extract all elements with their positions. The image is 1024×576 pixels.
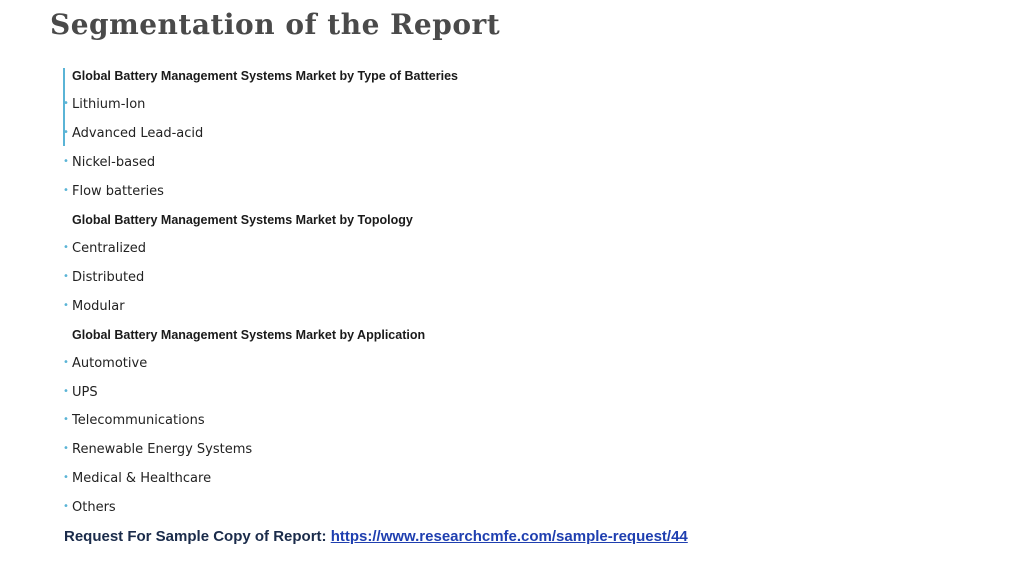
bullet-icon: • xyxy=(63,242,69,253)
list-item xyxy=(63,238,146,258)
section-heading-text: Global Battery Management Systems Market by Topology xyxy=(72,213,413,227)
bullet-icon: • xyxy=(63,271,69,282)
bullet-icon: • xyxy=(63,414,69,425)
section-heading-type-of-batteries xyxy=(63,66,458,86)
list-item xyxy=(63,181,164,201)
list-item xyxy=(63,410,205,430)
list-item xyxy=(63,353,147,373)
sample-request-label: Request For Sample Copy of Report: xyxy=(64,528,327,545)
list-item-label: Flow batteries xyxy=(72,183,164,199)
list-item-label: Medical & Healthcare xyxy=(72,470,212,486)
list-item xyxy=(63,497,116,517)
list-item-label: Telecommunications xyxy=(72,412,205,428)
list-item-label: Others xyxy=(72,499,116,515)
list-item-label: Nickel-based xyxy=(72,154,156,170)
sample-request-footer xyxy=(64,528,688,545)
list-item-label: Centralized xyxy=(72,240,147,256)
list-item-label: UPS xyxy=(72,384,98,400)
bullet-icon: • xyxy=(63,386,69,397)
bullet-icon: • xyxy=(63,443,69,454)
bullet-icon: • xyxy=(63,185,69,196)
list-item xyxy=(63,123,203,143)
list-item xyxy=(63,94,145,114)
bullet-icon: • xyxy=(63,127,69,138)
section-heading-text: Global Battery Management Systems Market by Type of Batteries xyxy=(72,69,458,83)
sample-request-link[interactable]: https://www.researchcmfe.com/sample-request/44 xyxy=(330,528,688,545)
bullet-icon: • xyxy=(63,501,69,512)
list-item-label: Automotive xyxy=(72,355,148,371)
list-item-label: Distributed xyxy=(72,269,145,285)
list-item xyxy=(63,439,252,459)
bullet-icon: • xyxy=(63,472,69,483)
bullet-icon: • xyxy=(63,98,69,109)
list-item xyxy=(63,296,125,316)
list-item-label: Advanced Lead-acid xyxy=(72,125,204,141)
list-item xyxy=(63,382,98,402)
list-item xyxy=(63,267,144,287)
list-item-label: Lithium-Ion xyxy=(72,96,146,112)
page-title: Segmentation of the Report xyxy=(50,8,501,41)
list-item xyxy=(63,152,155,172)
section-heading-topology xyxy=(63,210,413,230)
list-item-label: Modular xyxy=(72,298,125,314)
section-heading-application xyxy=(63,325,425,345)
section-heading-text: Global Battery Management Systems Market by Application xyxy=(72,328,426,342)
list-item-label: Renewable Energy Systems xyxy=(72,441,253,457)
bullet-icon: • xyxy=(63,357,69,368)
list-item xyxy=(63,468,211,488)
bullet-icon: • xyxy=(63,300,69,311)
bullet-icon: • xyxy=(63,156,69,167)
